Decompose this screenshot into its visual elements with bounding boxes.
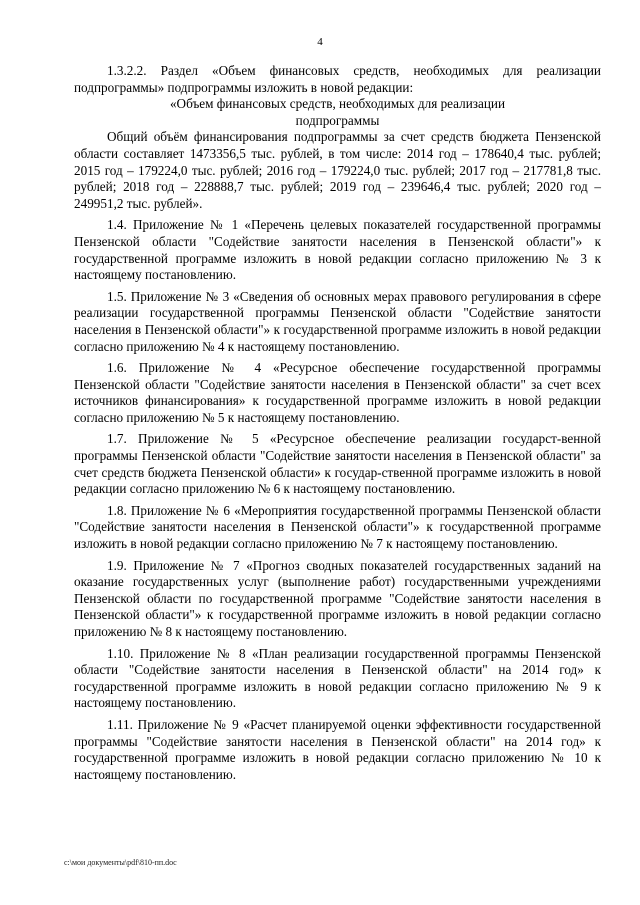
- paragraph-1-7: 1.7. Приложение № 5 «Ресурсное обеспечение реализации государст-венной программы Пензенской области "Содействие занятости населения в Пензенской области" за счет средств бюджета Пензенской области» к государ-ственной программе изложить в новой редакции согласно приложению № 6 к настоящему постановлению.: [74, 431, 601, 497]
- paragraph-1-3-2-2: 1.3.2.2. Раздел «Объем финансовых средств, необходимых для реализации подпрограммы» подпрограммы изложить в новой редакции:: [74, 63, 601, 95]
- subtitle-line-2: подпрограммы: [295, 112, 380, 128]
- paragraph-1-8: 1.8. Приложение № 6 «Мероприятия государственной программы Пензенской области "Содействие занятости населения в Пензенской области"» к государственной программе изложить в новой редакции согласно приложению № 7 к настоящему постановлению.: [74, 502, 601, 552]
- document-body: [74, 63, 601, 788]
- paragraph-financing: Общий объём финансирования подпрограммы за счет средств бюджета Пензенской области составляет 1473356,5 тыс. рублей, в том числе: 2014 год – 178640,4 тыс. рублей; 2015 год – 179224,0 тыс. рублей; 2016 год – 179224,0 тыс. рублей; 2017 год – 217781,8 тыс. рублей; 2018 год – 228888,7 тыс. рублей; 2019 год – 239646,4 тыс. рублей; 2020 год – 249951,2 тыс. рублей».: [74, 129, 601, 211]
- paragraph-1-5: 1.5. Приложение № 3 «Сведения об основных мерах правового регулирования в сфере реализации государственной программы Пензенской области "Содействие занятости населения в Пензенской области"» к государственной программе изложить в новой редакции согласно приложению № 4 к настоящему постановлению.: [74, 288, 601, 354]
- subtitle-line-1: «Объем финансовых средств, необходимых для реализации: [169, 96, 506, 112]
- page-number: 4: [317, 36, 323, 48]
- paragraph-1-11: 1.11. Приложение № 9 «Расчет планируемой оценки эффективности государственной программы "Содействие занятости населения в Пензенской области" на 2014 год» к государственной программе изложить в новой редакции согласно приложению № 10 к настоящему постановлению.: [74, 716, 601, 782]
- paragraph-1-10: 1.10. Приложение № 8 «План реализации государственной программы Пензенской области "Содействие занятости населения в Пензенской области" на 2014 год» к государственной программе изложить в новой редакции согласно приложению № 9 к настоящему постановлению.: [74, 645, 601, 711]
- paragraph-1-6: 1.6. Приложение № 4 «Ресурсное обеспечение государственной программы Пензенской области "Содействие занятости населения в Пензенской области" за счет всех источников финансирования» к государственной программе изложить в новой редакции согласно приложению № 5 к настоящему постановлению.: [74, 360, 601, 425]
- file-path-footer: c:\мои документы\pdf\810-пп.doc: [64, 858, 177, 867]
- paragraph-1-9: 1.9. Приложение № 7 «Прогноз сводных показателей государственных заданий на оказание государственных услуг (выполнение работ) государственными учреждениями Пензенской области по государственной программе "Содействие занятости населения в Пензенской области"» к государственной программе изложить в новой редакции согласно приложению № 8 к настоящему постановлению.: [74, 557, 601, 639]
- paragraph-1-4: 1.4. Приложение № 1 «Перечень целевых показателей государственной программы Пензенской области "Содействие занятости населения в Пензенской области"» к государственной программе изложить в новой редакции согласно приложению № 3 к настоящему постановлению.: [74, 217, 601, 283]
